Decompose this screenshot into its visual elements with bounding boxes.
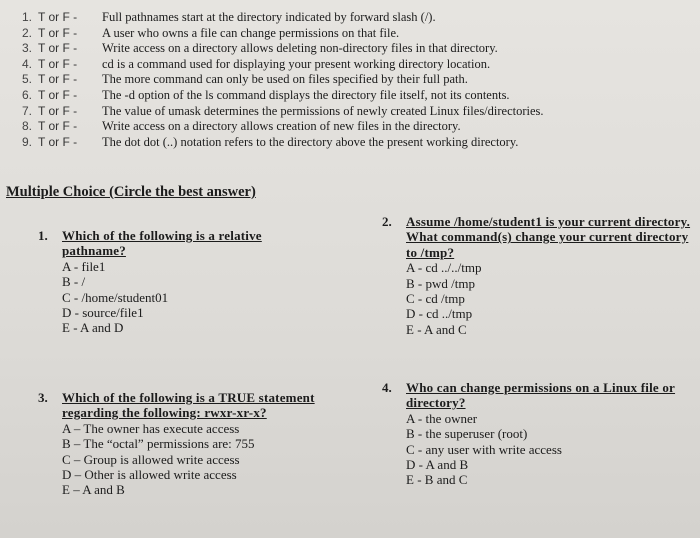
answer-option[interactable]: C - cd /tmp <box>406 291 465 307</box>
tf-choice: T or F - <box>38 56 78 71</box>
tf-number: 5. <box>21 72 32 87</box>
tf-item <box>2 57 698 73</box>
answer-options <box>382 411 692 488</box>
answer-option[interactable]: D – Other is allowed write access <box>62 467 237 483</box>
mc-question-3 <box>38 390 338 498</box>
tf-statement: Write access on a directory allows deleting non-directory files in that directory. <box>102 41 498 56</box>
tf-number: 8. <box>21 119 32 134</box>
true-false-list <box>2 10 698 150</box>
answer-option[interactable]: B – The “octal” permissions are: 755 <box>62 436 255 452</box>
tf-item <box>2 104 698 120</box>
question-text: Assume /home/student1 is your current directory. What command(s) change your current directory to /tmp? <box>406 214 691 260</box>
tf-choice: T or F - <box>38 87 78 102</box>
answer-option[interactable]: E - B and C <box>406 472 468 488</box>
tf-choice: T or F - <box>38 10 78 24</box>
tf-item <box>2 119 698 135</box>
tf-item <box>2 72 698 88</box>
tf-statement: A user who owns a file can change permissions on that file. <box>102 25 400 40</box>
answer-options <box>38 421 338 498</box>
tf-choice: T or F - <box>38 72 78 87</box>
mc-question-1 <box>38 228 328 336</box>
question-text: Which of the following is a TRUE statement regarding the following: rwxr-xr-x? <box>62 390 315 421</box>
answer-option[interactable]: A – The owner has execute access <box>62 420 240 436</box>
tf-statement: cd is a command used for displaying your present working directory location. <box>102 56 491 71</box>
tf-number: 2. <box>21 25 32 40</box>
mc-question-4 <box>382 380 692 488</box>
tf-item <box>2 135 698 151</box>
answer-option[interactable]: D - cd ../tmp <box>406 306 473 322</box>
answer-option[interactable]: D - source/file1 <box>62 305 144 321</box>
question-number: 3. <box>38 390 48 405</box>
question-number: 4. <box>382 380 392 395</box>
tf-number: 1. <box>21 10 32 24</box>
answer-options <box>38 259 328 336</box>
tf-item <box>2 88 698 104</box>
multiple-choice-heading: Multiple Choice (Circle the best answer) <box>6 184 256 200</box>
tf-number: 7. <box>21 103 32 118</box>
tf-statement: The dot dot (..) notation refers to the directory above the present working directory. <box>102 134 519 149</box>
question-text: Which of the following is a relative pathname? <box>62 228 262 259</box>
answer-option[interactable]: C – Group is allowed write access <box>62 451 240 467</box>
tf-number: 3. <box>21 41 32 56</box>
answer-option[interactable]: B - pwd /tmp <box>406 275 475 291</box>
tf-choice: T or F - <box>38 41 78 56</box>
tf-choice: T or F - <box>38 25 78 40</box>
answer-option[interactable]: A - file1 <box>62 258 106 274</box>
answer-option[interactable]: D - A and B <box>406 457 469 473</box>
answer-option[interactable]: A - cd ../../tmp <box>406 260 482 276</box>
answer-option[interactable]: B - / <box>62 274 86 290</box>
tf-item <box>2 41 698 57</box>
tf-item <box>2 26 698 42</box>
tf-statement: Full pathnames start at the directory indicated by forward slash (/). <box>102 10 436 24</box>
tf-number: 9. <box>21 134 32 149</box>
answer-option[interactable]: B - the superuser (root) <box>406 426 528 442</box>
answer-option[interactable]: C - any user with write access <box>406 441 562 457</box>
tf-statement: The value of umask determines the permissions of newly created Linux files/directories. <box>102 103 544 118</box>
answer-option[interactable]: E – A and B <box>62 482 125 498</box>
tf-item <box>2 10 698 26</box>
answer-option[interactable]: A - the owner <box>406 410 478 426</box>
tf-statement: Write access on a directory allows creation of new files in the directory. <box>102 119 461 134</box>
tf-choice: T or F - <box>38 134 78 149</box>
answer-option[interactable]: E - A and D <box>62 320 124 336</box>
question-number: 1. <box>38 228 48 243</box>
tf-number: 4. <box>21 56 32 71</box>
question-number: 2. <box>382 214 392 229</box>
answer-option[interactable]: E - A and C <box>406 321 467 337</box>
tf-statement: The more command can only be used on files specified by their full path. <box>102 72 468 87</box>
tf-number: 6. <box>21 87 32 102</box>
answer-options <box>382 260 692 337</box>
mc-question-2 <box>382 214 692 337</box>
tf-choice: T or F - <box>38 119 78 134</box>
answer-option[interactable]: C - /home/student01 <box>62 289 169 305</box>
question-text: Who can change permissions on a Linux file or directory? <box>406 380 676 411</box>
tf-choice: T or F - <box>38 103 78 118</box>
tf-statement: The -d option of the ls command displays the directory file itself, not its contents. <box>102 87 510 102</box>
